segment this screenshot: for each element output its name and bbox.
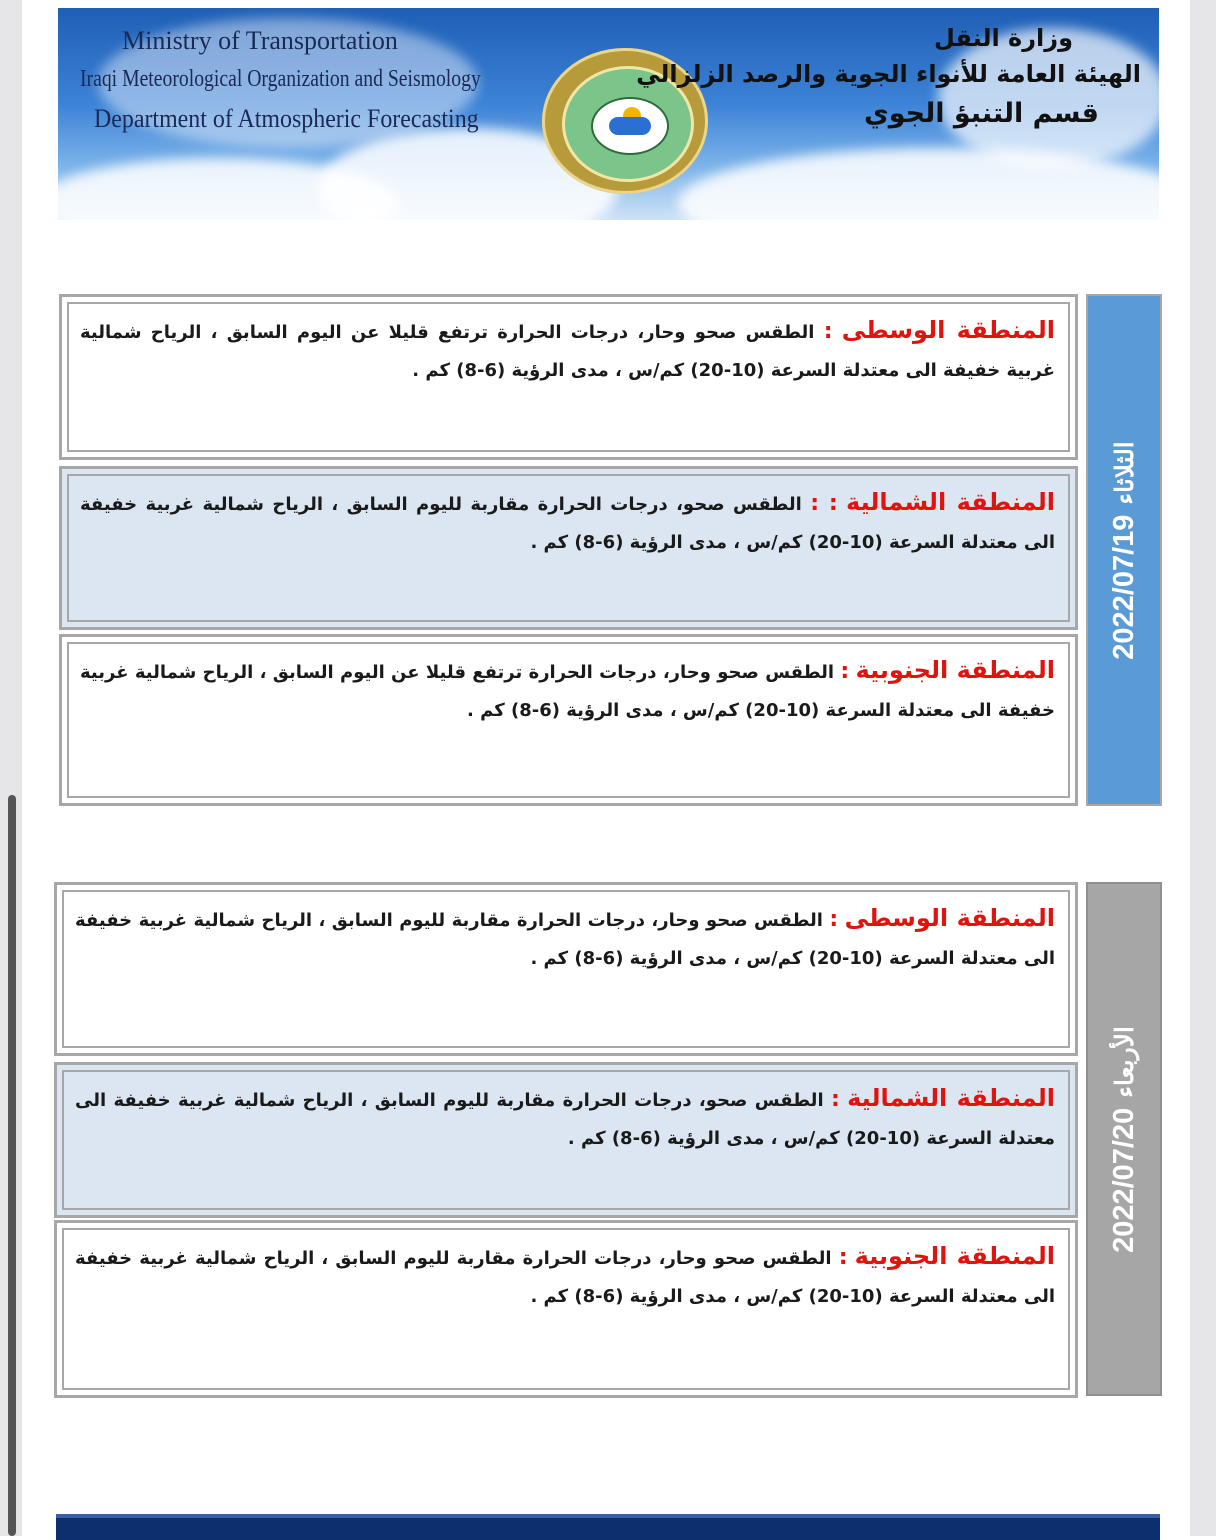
department-name-ar: قسم التنبؤ الجوي xyxy=(863,98,1099,129)
scrollbar-thumb[interactable] xyxy=(8,795,16,1536)
ministry-name-en: Ministry of Transportation xyxy=(122,26,398,55)
footer-bar xyxy=(56,1514,1160,1540)
region-forecast: الطقس صحو، درجات الحرارة مقاربة لليوم السابق ، الرياح شمالية غربية خفيفة الى معتدلة السرعة (10-20) كم/س ، مدى الرؤية (6-8) كم . xyxy=(80,494,1055,553)
day-name: الأربعاء xyxy=(1110,1025,1139,1098)
region-forecast: الطقس صحو وحار، درجات الحرارة ترتفع قليلا عن اليوم السابق ، الرياح شمالية غربية خفيفة الى معتدلة السرعة (10-20) كم/س ، مدى الرؤية (6-8) كم . xyxy=(80,662,1055,721)
region-central-day1 xyxy=(59,294,1078,460)
region-colon: : xyxy=(830,1087,840,1112)
day-label-2 xyxy=(1086,882,1162,1396)
region-colon: : xyxy=(838,1245,848,1270)
region-colon: : : xyxy=(810,491,838,516)
region-colon: : xyxy=(823,319,833,344)
region-central-day2 xyxy=(54,882,1078,1056)
region-name: المنطقة الجنوبية xyxy=(855,656,1055,684)
region-colon: : xyxy=(829,907,839,932)
region-name: المنطقة الجنوبية xyxy=(854,1242,1055,1270)
day-date: 2022/07/20 xyxy=(1107,1107,1140,1253)
region-north-day2 xyxy=(54,1062,1078,1218)
day-label-1 xyxy=(1086,294,1162,806)
department-name-en: Department of Atmospheric Forecasting xyxy=(94,104,479,133)
region-forecast: الطقس صحو وحار، درجات الحرارة ترتفع قليلا عن اليوم السابق ، الرياح شمالية غربية خفيفة الى معتدلة السرعة (10-20) كم/س ، مدى الرؤية (6-8) كم . xyxy=(80,322,1055,381)
region-forecast: الطقس صحو وحار، درجات الحرارة مقاربة لليوم السابق ، الرياح شمالية غربية خفيفة الى معتدلة السرعة (10-20) كم/س ، مدى الرؤية (6-8) كم . xyxy=(75,1248,1055,1307)
region-name: المنطقة الشمالية xyxy=(847,1084,1055,1112)
region-forecast: الطقس صحو، درجات الحرارة مقاربة لليوم السابق ، الرياح شمالية غربية خفيفة الى معتدلة السرعة (10-20) كم/س ، مدى الرؤية (6-8) كم . xyxy=(75,1090,1055,1149)
header-banner xyxy=(58,8,1159,220)
region-colon: : xyxy=(840,659,850,684)
day-name: الثلاثاء xyxy=(1110,440,1139,505)
region-name: المنطقة الوسطى xyxy=(844,904,1055,932)
region-forecast: الطقس صحو وحار، درجات الحرارة مقاربة لليوم السابق ، الرياح شمالية غربية خفيفة الى معتدلة السرعة (10-20) كم/س ، مدى الرؤية (6-8) كم . xyxy=(75,910,1055,969)
organization-name-en: Iraqi Meteorological Organization and Seismology xyxy=(80,66,481,92)
region-north-day1 xyxy=(59,466,1078,630)
region-south-day1 xyxy=(59,634,1078,806)
right-edge xyxy=(1190,0,1216,1536)
region-south-day2 xyxy=(54,1220,1078,1398)
region-name: المنطقة الوسطى xyxy=(841,316,1055,344)
left-edge xyxy=(0,0,22,1536)
day-date: 2022/07/19 xyxy=(1107,514,1140,660)
region-name: المنطقة الشمالية xyxy=(846,488,1055,516)
organization-name-ar: الهيئة العامة للأنواء الجوية والرصد الزلزالي xyxy=(636,60,1141,88)
ministry-name-ar: وزارة النقل xyxy=(933,24,1073,52)
